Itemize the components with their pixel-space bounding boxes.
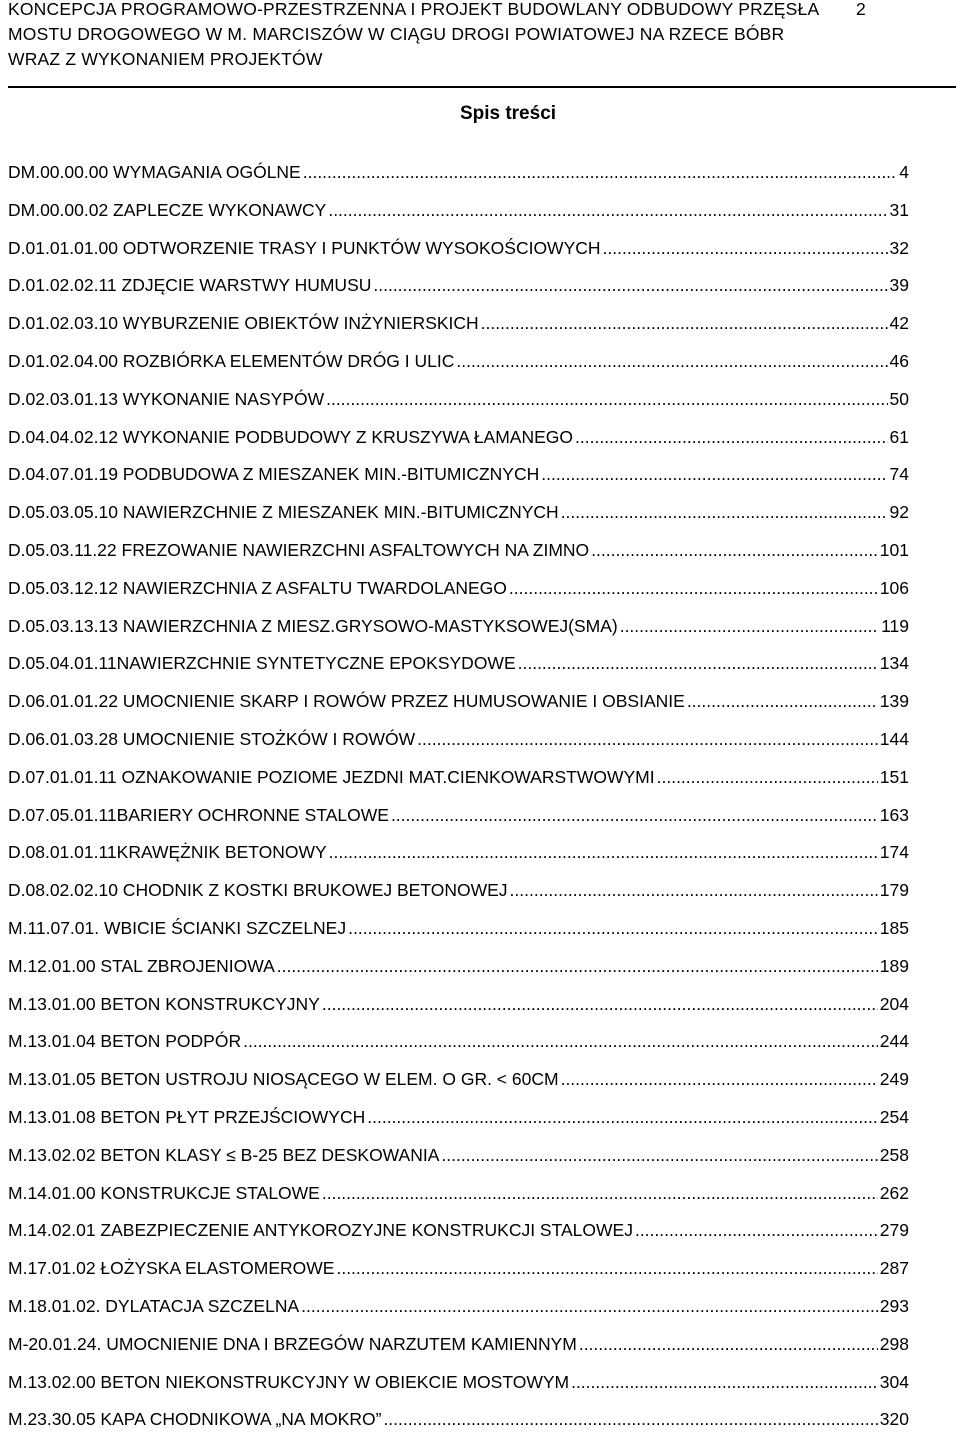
toc-entry-title: D.05.04.01.11NAWIERZCHNIE SYNTETYCZNE EPOKSYDOWE (8, 653, 516, 674)
toc-entry-page: 204 (879, 993, 909, 1014)
dot-leader (373, 272, 887, 298)
toc-entry-page: 293 (879, 1295, 909, 1316)
toc-entry[interactable] (8, 764, 909, 802)
dot-leader (336, 1255, 877, 1281)
toc-entry[interactable] (8, 726, 909, 764)
toc-entry-title: D.01.02.03.10 WYBURZENIE OBIEKTÓW INŻYNIERSKICH (8, 313, 479, 334)
toc-entry-title: D.08.01.01.11KRAWĘŻNIK BETONOWY (8, 842, 327, 863)
toc-heading: Spis treści (459, 103, 557, 124)
toc-entry-title: D.04.07.01.19 PODBUDOWA Z MIESZANEK MIN.-BITUMICZNYCH (8, 464, 540, 485)
toc-entry-page: 249 (879, 1069, 909, 1090)
toc-entry-page: 287 (879, 1258, 909, 1279)
toc-entry-page: 262 (879, 1182, 909, 1203)
toc-entry-page: 279 (879, 1220, 909, 1241)
toc-entry[interactable] (8, 159, 909, 197)
toc-entry-page: 185 (879, 917, 909, 938)
toc-entry-title: D.01.01.01.00 ODTWORZENIE TRASY I PUNKTÓW WYSOKOŚCIOWYCH (8, 237, 601, 258)
dot-leader (481, 310, 888, 336)
toc-entry-title: M.23.30.05 KAPA CHODNIKOWA „NA MOKRO” (8, 1409, 382, 1430)
toc-entry-title: D.05.03.13.13 NAWIERZCHNIA Z MIESZ.GRYSOWO-MASTYKSOWEJ(SMA) (8, 615, 618, 636)
toc-entry-title: D.01.02.04.00 ROZBIÓRKA ELEMENTÓW DRÓG I ULIC (8, 350, 455, 371)
toc-entry-title: M.13.01.04 BETON PODPÓR (8, 1031, 242, 1052)
toc-entry-page: 320 (879, 1409, 909, 1430)
toc-entry[interactable] (8, 877, 909, 915)
dot-leader (322, 1180, 878, 1206)
toc-entry-title: D.08.02.02.10 CHODNIK Z KOSTKI BRUKOWEJ BETONOWEJ (8, 880, 508, 901)
page-number: 2 (856, 0, 866, 19)
dot-leader (635, 1217, 878, 1243)
toc-entry[interactable] (8, 839, 909, 877)
toc-entry-title: M.13.02.00 BETON NIEKONSTRUKCYJNY W OBIEKCIE MOSTOWYM (8, 1371, 570, 1392)
dot-leader (441, 1142, 877, 1168)
toc-entry[interactable] (8, 386, 909, 424)
dot-leader (417, 726, 878, 752)
toc-entry-page: 174 (879, 842, 909, 863)
toc-entry-page: 258 (879, 1144, 909, 1165)
page-header (8, 0, 956, 88)
toc-entry-page: 134 (879, 653, 909, 674)
toc-entry-title: D.05.03.12.12 NAWIERZCHNIA Z ASFALTU TWARDOLANEGO (8, 577, 507, 598)
toc-entry[interactable] (8, 1180, 909, 1218)
toc-entry-page: 254 (879, 1106, 909, 1127)
toc-entry[interactable] (8, 1331, 909, 1369)
toc-entry-title: M-20.01.24. UMOCNIENIE DNA I BRZEGÓW NARZUTEM KAMIENNYM (8, 1333, 577, 1354)
toc-entry-page: 92 (889, 502, 909, 523)
toc-entry-title: D.06.01.01.22 UMOCNIENIE SKARP I ROWÓW PRZEZ HUMUSOWANIE I OBSIANIE (8, 691, 685, 712)
toc-entry-page: 106 (879, 577, 909, 598)
toc-entry-page: 179 (879, 880, 909, 901)
toc-entry[interactable] (8, 802, 909, 840)
toc-entry-title: D.01.02.02.11 ZDJĘCIE WARSTWY HUMUSU (8, 275, 372, 296)
toc-entry-page: 244 (879, 1031, 909, 1052)
toc-entry[interactable] (8, 613, 909, 651)
dot-leader (391, 802, 878, 828)
dot-leader (367, 1104, 878, 1130)
toc-entry-page: 50 (889, 388, 909, 409)
toc-entry-page: 32 (889, 237, 909, 258)
toc-entry-page: 151 (879, 766, 909, 787)
dot-leader (326, 386, 887, 412)
dot-leader (301, 1293, 878, 1319)
toc-entry-title: M.13.01.05 BETON USTROJU NIOSĄCEGO W ELEM. O GR. < 60CM (8, 1069, 559, 1090)
toc-entry-page: 101 (879, 539, 909, 560)
dot-leader (561, 499, 888, 525)
toc-entry-page: 39 (889, 275, 909, 296)
toc-entry-title: D.02.03.01.13 WYKONANIE NASYPÓW (8, 388, 325, 409)
toc-entry[interactable] (8, 991, 909, 1029)
dot-leader (510, 877, 878, 903)
table-of-contents (8, 159, 909, 1444)
toc-entry[interactable] (8, 650, 909, 688)
dot-leader (561, 1066, 878, 1092)
toc-entry-title: DM.00.00.02 ZAPLECZE WYKONAWCY (8, 199, 327, 220)
dot-leader (348, 915, 878, 941)
toc-entry[interactable] (8, 1293, 909, 1331)
toc-entry-page: 119 (881, 615, 909, 636)
dot-leader (303, 159, 898, 185)
toc-entry[interactable] (8, 235, 909, 273)
dot-leader (687, 688, 878, 714)
dot-leader (657, 764, 878, 790)
dot-leader (591, 537, 878, 563)
dot-leader (571, 1369, 878, 1395)
toc-entry[interactable] (8, 953, 909, 991)
toc-entry-page: 61 (889, 426, 909, 447)
toc-entry-page: 189 (879, 955, 909, 976)
toc-entry[interactable] (8, 348, 909, 386)
dot-leader (277, 953, 878, 979)
toc-entry-page: 31 (889, 199, 909, 220)
toc-entry[interactable] (8, 197, 909, 235)
toc-entry[interactable] (8, 310, 909, 348)
toc-entry-title: D.04.04.02.12 WYKONANIE PODBUDOWY Z KRUSZYWA ŁAMANEGO (8, 426, 574, 447)
dot-leader (579, 1331, 878, 1357)
toc-entry[interactable] (8, 1104, 909, 1142)
toc-entry-title: DM.00.00.00 WYMAGANIA OGÓLNE (8, 162, 301, 182)
toc-entry-title: M.13.02.02 BETON KLASY ≤ B-25 BEZ DESKOWANIA (8, 1144, 440, 1165)
toc-entry-title: M.14.02.01 ZABEZPIECZENIE ANTYKOROZYJNE KONSTRUKCJI STALOWEJ (8, 1220, 633, 1241)
toc-entry[interactable] (8, 1406, 909, 1444)
toc-entry-title: M.14.01.00 KONSTRUKCJE STALOWE (8, 1182, 320, 1203)
toc-entry[interactable] (8, 575, 909, 613)
dot-leader (243, 1028, 878, 1054)
dot-leader (322, 991, 878, 1017)
toc-entry[interactable] (8, 1066, 909, 1104)
toc-entry-page: 304 (879, 1371, 909, 1392)
toc-entry[interactable] (8, 272, 909, 310)
toc-entry-page: 74 (889, 464, 909, 485)
toc-entry[interactable] (8, 1142, 909, 1180)
toc-entry[interactable] (8, 688, 909, 726)
toc-entry[interactable] (8, 537, 909, 575)
dot-leader (509, 575, 878, 601)
toc-entry-title: D.06.01.03.28 UMOCNIENIE STOŻKÓW I ROWÓW (8, 728, 416, 749)
toc-entry-title: D.05.03.11.22 FREZOWANIE NAWIERZCHNI ASFALTOWYCH NA ZIMNO (8, 539, 590, 560)
toc-entry[interactable] (8, 1369, 909, 1407)
toc-entry[interactable] (8, 1217, 909, 1255)
toc-entry-title: D.05.03.05.10 NAWIERZCHNIE Z MIESZANEK MIN.-BITUMICZNYCH (8, 502, 559, 523)
toc-entry[interactable] (8, 1028, 909, 1066)
toc-entry[interactable] (8, 424, 909, 462)
dot-leader (456, 348, 887, 374)
toc-entry-page: 42 (889, 313, 909, 334)
dot-leader (575, 424, 888, 450)
dot-leader (329, 839, 878, 865)
toc-entry-page: 46 (889, 350, 909, 371)
toc-entry[interactable] (8, 499, 909, 537)
toc-entry-title: D.07.05.01.11BARIERY OCHRONNE STALOWE (8, 804, 389, 825)
dot-leader (620, 613, 879, 639)
toc-entry-page: 163 (879, 804, 909, 825)
toc-entry[interactable] (8, 1255, 909, 1293)
document-title: KONCEPCJA PROGRAMOWO-PRZESTRZENNA I PROJEKT BUDOWLANY ODBUDOWY PRZĘSŁA MOSTU DROGOWEGO W M. MARCISZÓW W CIĄGU DROGI POWIATOWEJ NA RZECE BÓBR WRAZ Z WYKONANIEM PROJEKTÓW (8, 0, 819, 69)
toc-entry-page: 4 (899, 162, 909, 182)
toc-entry-title: M.13.01.08 BETON PŁYT PRZEJŚCIOWYCH (8, 1106, 366, 1127)
toc-entry-title: M.12.01.00 STAL ZBROJENIOWA (8, 955, 275, 976)
toc-entry-title: M.11.07.01. WBICIE ŚCIANKI SZCZELNEJ (8, 917, 347, 938)
toc-entry-page: 139 (879, 691, 909, 712)
toc-entry-page: 144 (879, 728, 909, 749)
toc-entry[interactable] (8, 461, 909, 499)
dot-leader (541, 461, 887, 487)
dot-leader (518, 650, 878, 676)
toc-entry-title: M.17.01.02 ŁOŻYSKA ELASTOMEROWE (8, 1258, 335, 1279)
toc-entry-page: 298 (879, 1333, 909, 1354)
dot-leader (603, 235, 888, 261)
toc-entry-title: M.18.01.02. DYLATACJA SZCZELNA (8, 1295, 300, 1316)
toc-entry-title: D.07.01.01.11 OZNAKOWANIE POZIOME JEZDNI MAT.CIENKOWARSTWOWYMI (8, 766, 655, 787)
dot-leader (383, 1406, 877, 1432)
toc-entry[interactable] (8, 915, 909, 953)
toc-entry-title: M.13.01.00 BETON KONSTRUKCYJNY (8, 993, 320, 1014)
dot-leader (328, 197, 887, 223)
